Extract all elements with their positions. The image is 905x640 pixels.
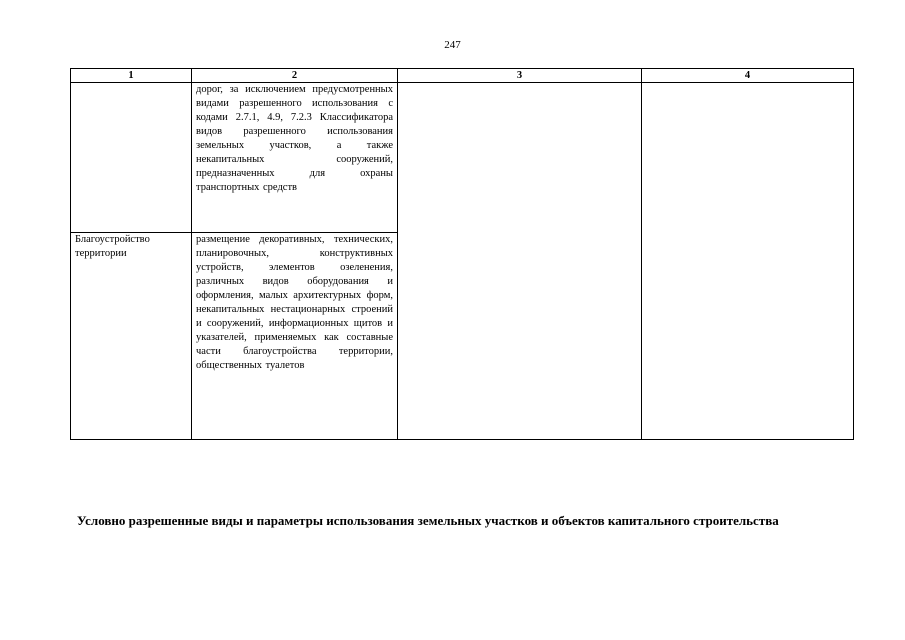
table-header-row (71, 69, 854, 83)
header-col-3: 3 (398, 69, 642, 83)
row-2-col-2 (192, 233, 398, 440)
header-col-1: 1 (71, 69, 192, 83)
row-2-description: размещение декоративных, технических, планировочных, конструктивных устройств, элементов озеленения, различных видов оборудования и оформления, малых архитектурных форм, некапитальных нестационарных строений и сооружений, информационных щитов и указателей, применяемых как составные части благоустройства территории, общественных туалетов (196, 234, 393, 371)
row-1-col-1 (71, 83, 192, 233)
header-col-2: 2 (192, 69, 398, 83)
row-2-col-1: Благоустройство территории (71, 233, 192, 440)
row-1-col-2 (192, 83, 398, 233)
row-col-4 (642, 83, 854, 440)
land-use-table (70, 68, 854, 440)
row-col-3 (398, 83, 642, 440)
table-row (71, 83, 854, 233)
header-col-4: 4 (642, 69, 854, 83)
section-heading: Условно разрешенные виды и параметры использования земельных участков и объектов капитального строительства (77, 513, 779, 528)
page-number: 247 (444, 39, 461, 51)
row-1-description: дорог, за исключением предусмотренных видами разрешенного использования с кодами 2.7.1, 4.9, 7.2.3 Классификатора видов разрешенного использования земельных участков, а также некапитальных сооружений, предназначенных для охраны транспортных средств (196, 84, 393, 193)
